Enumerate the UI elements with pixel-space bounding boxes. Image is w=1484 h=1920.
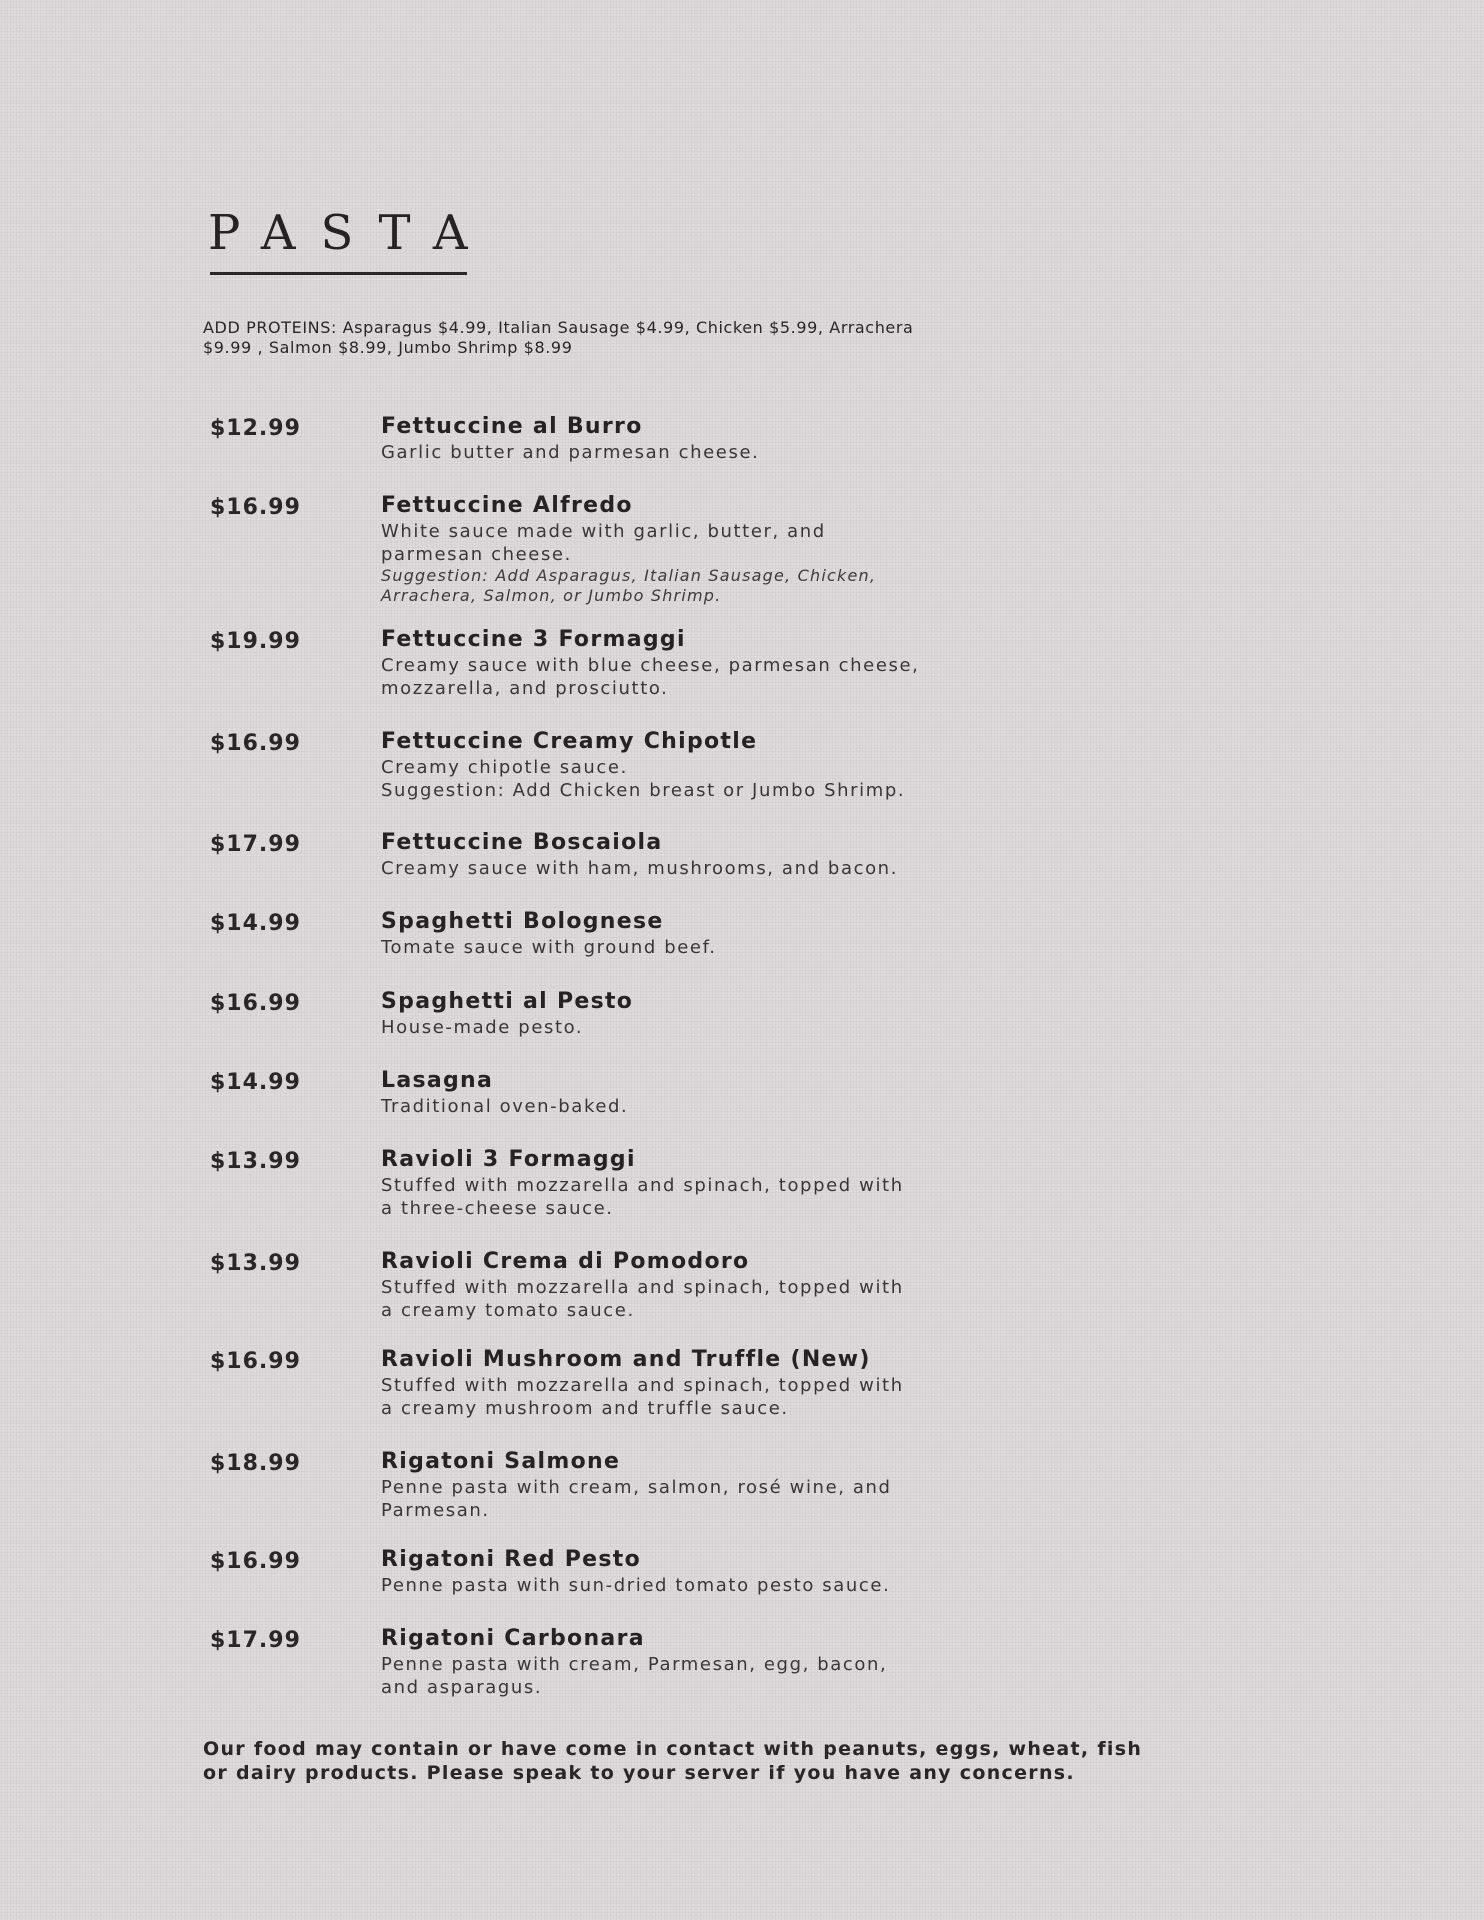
menu-item-name: Fettuccine al Burro bbox=[381, 414, 643, 439]
menu-item-price: $16.99 bbox=[210, 731, 301, 756]
description-line: Penne pasta with sun-dried tomato pesto sauce. bbox=[381, 1575, 891, 1596]
menu-item-description bbox=[381, 1016, 981, 1039]
menu-item-name: Ravioli Crema di Pomodoro bbox=[381, 1249, 750, 1274]
menu-item-description bbox=[381, 1374, 981, 1420]
description-line: White sauce made with garlic, butter, and bbox=[381, 521, 826, 542]
menu-item-price: $13.99 bbox=[210, 1251, 301, 1276]
menu-item-description bbox=[381, 441, 981, 464]
menu-item-description bbox=[381, 1476, 981, 1522]
description-line: Garlic butter and parmesan cheese. bbox=[381, 442, 760, 463]
menu-item-name: Rigatoni Salmone bbox=[381, 1449, 621, 1474]
menu-item-price: $16.99 bbox=[210, 1549, 301, 1574]
description-line: Penne pasta with cream, salmon, rosé wine, and bbox=[381, 1477, 892, 1498]
menu-item-name: Fettuccine 3 Formaggi bbox=[381, 627, 686, 652]
allergy-notice bbox=[203, 1737, 1203, 1785]
suggestion-line: Arrachera, Salmon, or Jumbo Shrimp. bbox=[381, 586, 722, 605]
description-line: House-made pesto. bbox=[381, 1017, 584, 1038]
menu-item-description bbox=[381, 857, 981, 880]
menu-item-name: Fettuccine Boscaiola bbox=[381, 830, 663, 855]
menu-item-price: $19.99 bbox=[210, 629, 301, 654]
menu-item-name: Ravioli 3 Formaggi bbox=[381, 1147, 636, 1172]
menu-item-description bbox=[381, 756, 981, 802]
menu-item-price: $16.99 bbox=[210, 1349, 301, 1374]
menu-item-name: Spaghetti al Pesto bbox=[381, 989, 634, 1014]
description-line: a creamy tomato sauce. bbox=[381, 1300, 635, 1321]
menu-item-name: Fettuccine Creamy Chipotle bbox=[381, 729, 758, 754]
menu-item-price: $17.99 bbox=[210, 1628, 301, 1653]
menu-item-price: $14.99 bbox=[210, 911, 301, 936]
description-line: Suggestion: Add Chicken breast or Jumbo Shrimp. bbox=[381, 780, 906, 801]
description-line: Stuffed with mozzarella and spinach, topped with bbox=[381, 1277, 904, 1298]
suggestion-line: Suggestion: Add Asparagus, Italian Sausage, Chicken, bbox=[381, 566, 877, 585]
menu-item-description bbox=[381, 1095, 981, 1118]
menu-item-price: $17.99 bbox=[210, 832, 301, 857]
description-line: a creamy mushroom and truffle sauce. bbox=[381, 1398, 789, 1419]
menu-item-description bbox=[381, 1574, 981, 1597]
menu-item-description bbox=[381, 936, 981, 959]
menu-item-price: $13.99 bbox=[210, 1149, 301, 1174]
description-line: Penne pasta with cream, Parmesan, egg, bacon, bbox=[381, 1654, 888, 1675]
menu-item-name: Fettuccine Alfredo bbox=[381, 493, 633, 518]
description-line: Stuffed with mozzarella and spinach, topped with bbox=[381, 1375, 904, 1396]
description-line: Creamy chipotle sauce. bbox=[381, 757, 628, 778]
menu-item-name: Ravioli Mushroom and Truffle (New) bbox=[381, 1347, 871, 1372]
menu-item-price: $16.99 bbox=[210, 991, 301, 1016]
description-line: mozzarella, and prosciutto. bbox=[381, 678, 669, 699]
menu-item-name: Rigatoni Red Pesto bbox=[381, 1547, 642, 1572]
menu-item-name: Lasagna bbox=[381, 1068, 494, 1093]
menu-item-name: Spaghetti Bolognese bbox=[381, 909, 664, 934]
description-line: Tomate sauce with ground beef. bbox=[381, 937, 717, 958]
menu-item-price: $14.99 bbox=[210, 1070, 301, 1095]
description-line: and asparagus. bbox=[381, 1677, 543, 1698]
description-line: Traditional oven-baked. bbox=[381, 1096, 629, 1117]
description-line: Parmesan. bbox=[381, 1500, 490, 1521]
description-line: Creamy sauce with ham, mushrooms, and bacon. bbox=[381, 858, 899, 879]
menu-item-description bbox=[381, 1276, 981, 1322]
add-proteins-line: $9.99 , Salmon $8.99, Jumbo Shrimp $8.99 bbox=[203, 338, 573, 357]
add-proteins-line: ADD PROTEINS: Asparagus $4.99, Italian Sausage $4.99, Chicken $5.99, Arrachera bbox=[203, 318, 914, 337]
description-line: a three-cheese sauce. bbox=[381, 1198, 614, 1219]
menu-item-name: Rigatoni Carbonara bbox=[381, 1626, 645, 1651]
menu-item-price: $12.99 bbox=[210, 416, 301, 441]
description-line: Creamy sauce with blue cheese, parmesan cheese, bbox=[381, 655, 920, 676]
description-line: Stuffed with mozzarella and spinach, topped with bbox=[381, 1175, 904, 1196]
allergy-line: or dairy products. Please speak to your server if you have any concerns. bbox=[203, 1762, 1075, 1784]
page-title: PASTA bbox=[208, 205, 493, 261]
allergy-line: Our food may contain or have come in contact with peanuts, eggs, wheat, fish bbox=[203, 1738, 1143, 1760]
menu-item-price: $16.99 bbox=[210, 495, 301, 520]
menu-item-description bbox=[381, 654, 981, 700]
menu-item-price: $18.99 bbox=[210, 1451, 301, 1476]
description-line: parmesan cheese. bbox=[381, 544, 572, 565]
menu-item-description bbox=[381, 1174, 981, 1220]
menu-item-description bbox=[381, 1653, 981, 1699]
menu-item-description bbox=[381, 520, 981, 606]
